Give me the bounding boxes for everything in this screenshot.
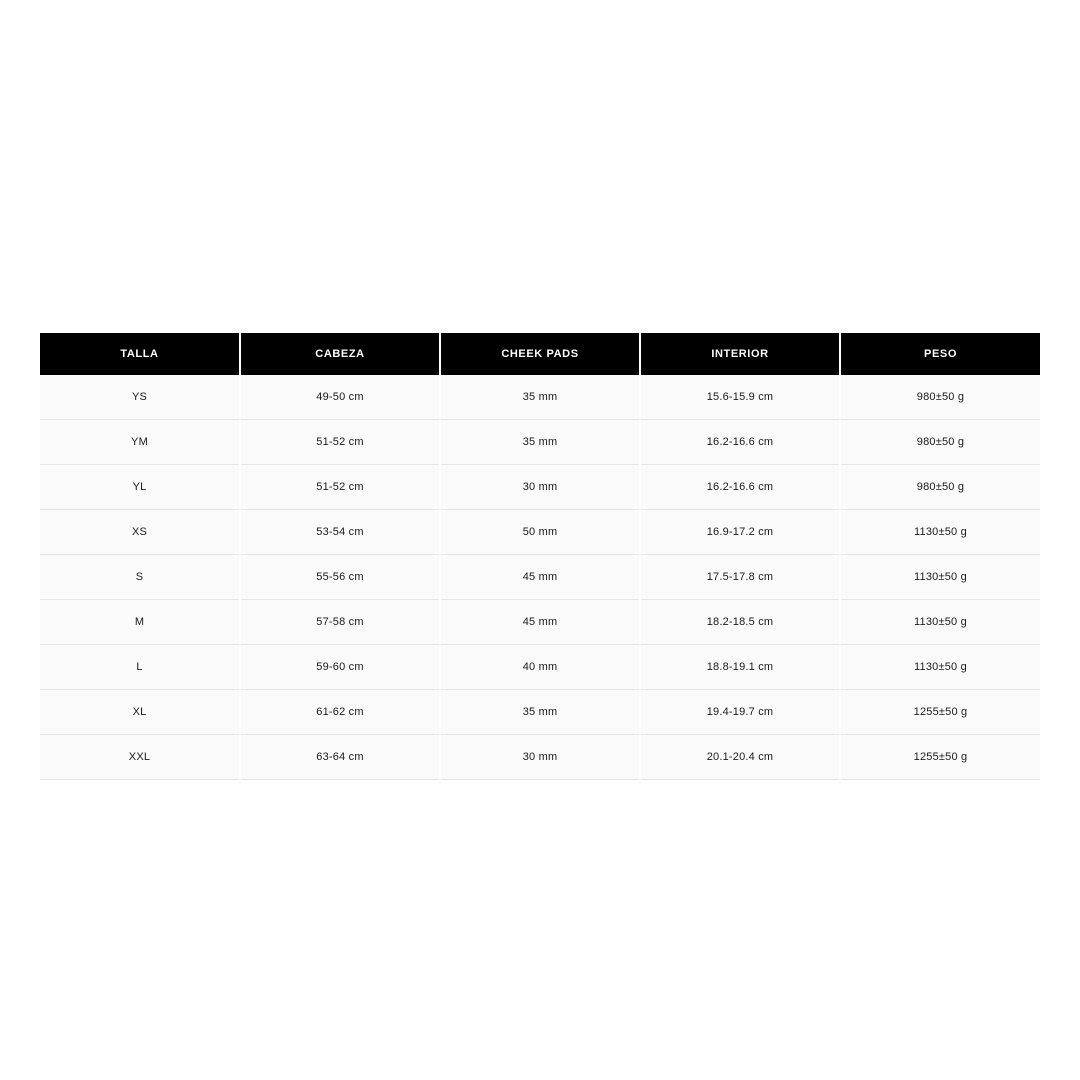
table-row <box>40 645 1040 690</box>
cell-head: 63-64 cm <box>240 735 440 780</box>
table-row <box>40 690 1040 735</box>
cell-cheek-pads: 45 mm <box>440 600 640 645</box>
cell-interior: 16.2-16.6 cm <box>640 420 840 465</box>
cell-cheek-pads: 35 mm <box>440 420 640 465</box>
cell-weight: 980±50 g <box>840 465 1040 510</box>
cell-interior: 18.8-19.1 cm <box>640 645 840 690</box>
cell-size: YL <box>40 465 240 510</box>
table-row <box>40 735 1040 780</box>
size-chart-table <box>40 333 1040 780</box>
cell-weight: 980±50 g <box>840 420 1040 465</box>
cell-head: 61-62 cm <box>240 690 440 735</box>
table-body <box>40 375 1040 780</box>
cell-interior: 18.2-18.5 cm <box>640 600 840 645</box>
cell-head: 55-56 cm <box>240 555 440 600</box>
cell-size: YM <box>40 420 240 465</box>
cell-cheek-pads: 50 mm <box>440 510 640 555</box>
table-row <box>40 600 1040 645</box>
table-row <box>40 465 1040 510</box>
cell-weight: 1130±50 g <box>840 645 1040 690</box>
table-header-row <box>40 333 1040 375</box>
column-header-peso: PESO <box>840 333 1040 375</box>
cell-weight: 1255±50 g <box>840 735 1040 780</box>
cell-head: 57-58 cm <box>240 600 440 645</box>
cell-interior: 16.9-17.2 cm <box>640 510 840 555</box>
cell-interior: 16.2-16.6 cm <box>640 465 840 510</box>
column-header-talla: TALLA <box>40 333 240 375</box>
table-row <box>40 510 1040 555</box>
cell-interior: 15.6-15.9 cm <box>640 375 840 420</box>
column-header-interior: INTERIOR <box>640 333 840 375</box>
cell-head: 51-52 cm <box>240 465 440 510</box>
cell-size: M <box>40 600 240 645</box>
table-row <box>40 555 1040 600</box>
cell-head: 53-54 cm <box>240 510 440 555</box>
cell-size: L <box>40 645 240 690</box>
column-header-cabeza: CABEZA <box>240 333 440 375</box>
cell-weight: 1130±50 g <box>840 600 1040 645</box>
cell-size: XS <box>40 510 240 555</box>
cell-cheek-pads: 45 mm <box>440 555 640 600</box>
cell-interior: 20.1-20.4 cm <box>640 735 840 780</box>
table-row <box>40 420 1040 465</box>
size-chart-container <box>40 333 1040 780</box>
cell-cheek-pads: 35 mm <box>440 375 640 420</box>
cell-head: 59-60 cm <box>240 645 440 690</box>
cell-head: 51-52 cm <box>240 420 440 465</box>
cell-cheek-pads: 30 mm <box>440 735 640 780</box>
table-row <box>40 375 1040 420</box>
cell-weight: 1255±50 g <box>840 690 1040 735</box>
cell-weight: 1130±50 g <box>840 510 1040 555</box>
cell-weight: 980±50 g <box>840 375 1040 420</box>
cell-size: XXL <box>40 735 240 780</box>
cell-cheek-pads: 30 mm <box>440 465 640 510</box>
cell-interior: 19.4-19.7 cm <box>640 690 840 735</box>
cell-size: S <box>40 555 240 600</box>
cell-cheek-pads: 35 mm <box>440 690 640 735</box>
table-header <box>40 333 1040 375</box>
cell-size: XL <box>40 690 240 735</box>
cell-cheek-pads: 40 mm <box>440 645 640 690</box>
cell-weight: 1130±50 g <box>840 555 1040 600</box>
cell-head: 49-50 cm <box>240 375 440 420</box>
cell-size: YS <box>40 375 240 420</box>
cell-interior: 17.5-17.8 cm <box>640 555 840 600</box>
column-header-cheek-pads: CHEEK PADS <box>440 333 640 375</box>
